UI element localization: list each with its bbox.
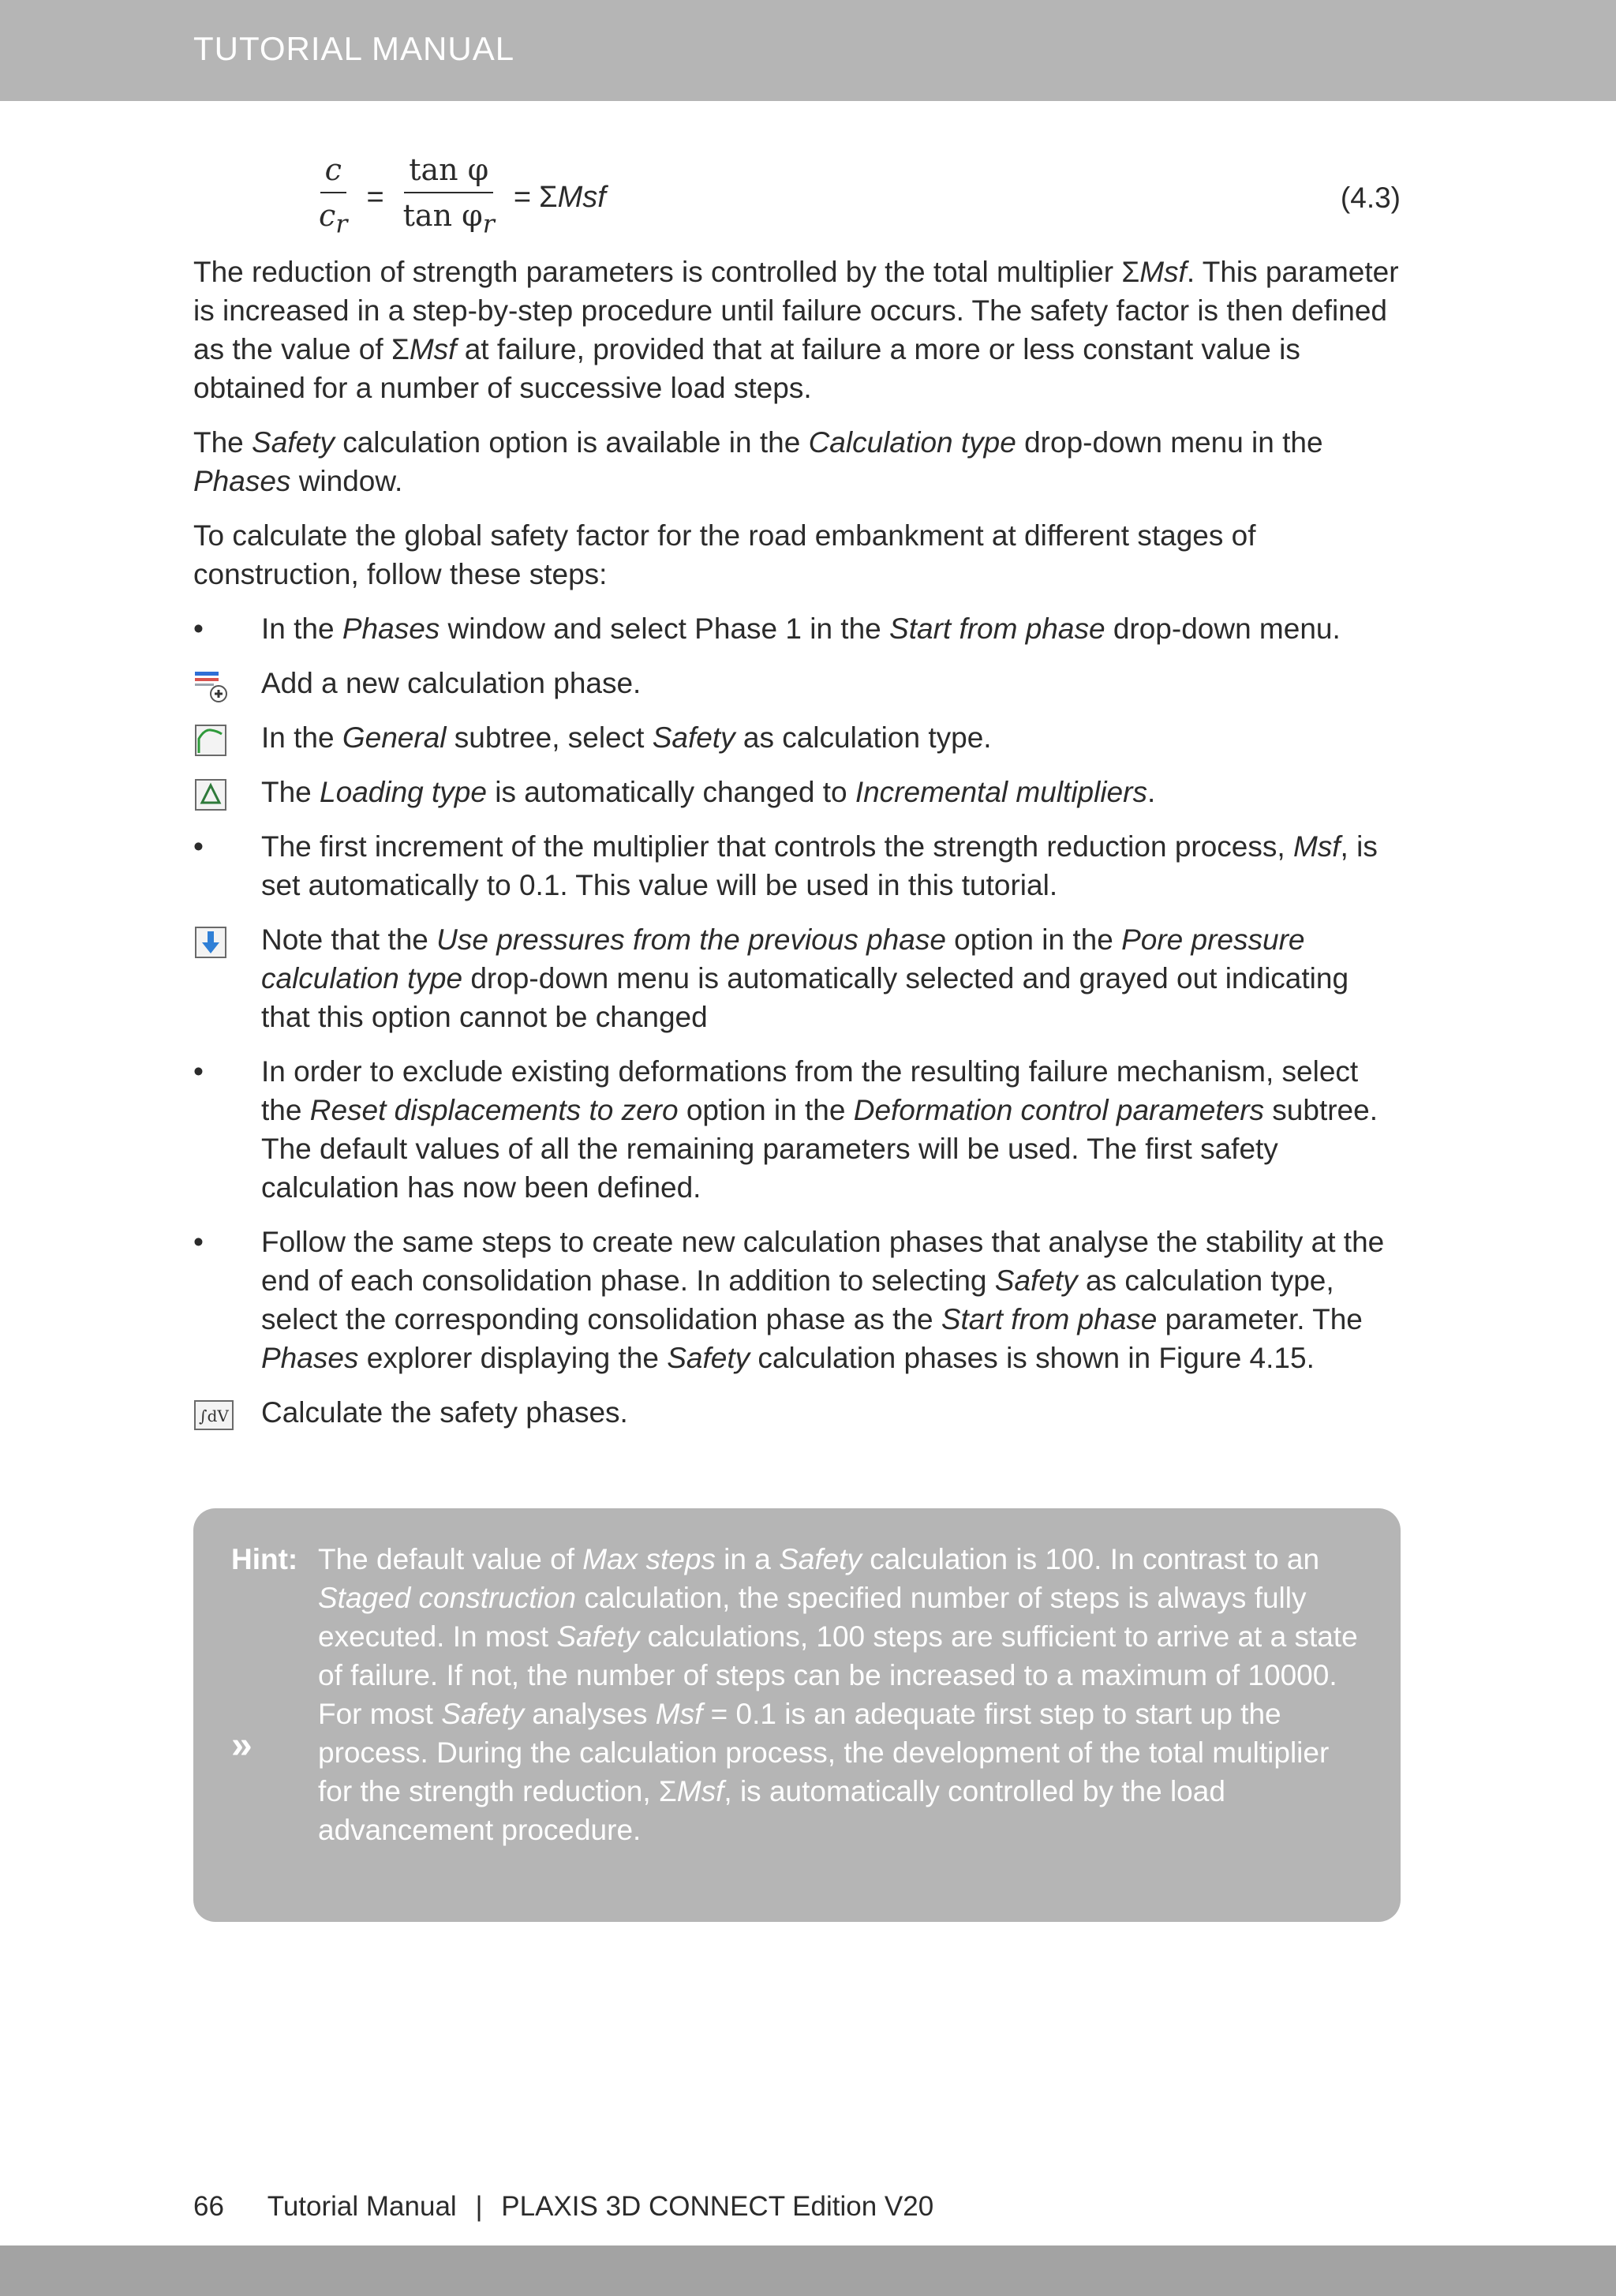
hint-text: [318, 1540, 1367, 1849]
footer-product: PLAXIS 3D CONNECT Edition V20: [501, 2191, 934, 2222]
step-add-phase: Add a new calculation phase.: [193, 664, 1401, 702]
equation-body: [308, 150, 606, 245]
bullet-marker: •: [193, 612, 204, 645]
eq-msf: Msf: [557, 180, 606, 214]
paragraph-steps-intro: To calculate the global safety factor for the road embankment at different stages of construction, follow these steps:: [193, 519, 1256, 590]
equation-4-3: [193, 150, 1401, 253]
calculate-icon[interactable]: [193, 1398, 234, 1433]
eq-cr: c: [319, 198, 336, 234]
equation-number: (4.3): [1340, 182, 1401, 214]
hint-box: [193, 1508, 1401, 1922]
eq-sigma: Σ: [539, 180, 558, 214]
fraction-tan-phi: [398, 152, 499, 242]
hint-label: Hint:: [231, 1543, 298, 1575]
step-repeat-phases: • Follow the same steps to create new calculation phases that analyse the stability at the end of each consolidation phase. In addition to selecting Safety as calculation type, select the corresponding consolidation phase as the Start from phase parameter. The Phases explorer displaying the Safety calculation phases is shown in Figure 4.15.: [193, 1223, 1401, 1377]
svg-text:∫dV: ∫dV: [199, 1406, 229, 1425]
eq-c: c: [324, 152, 342, 188]
bullet-marker: •: [193, 1226, 204, 1258]
footer-doc-title: Tutorial Manual: [267, 2191, 457, 2222]
step-select-safety: In the General subtree, select Safety as calculation type.: [193, 718, 1401, 757]
header-title: TUTORIAL MANUAL: [193, 30, 515, 67]
eq-cr-sub: r: [335, 210, 348, 239]
footer-bar: [0, 2245, 1616, 2296]
page-number: 66: [193, 2191, 224, 2222]
eq-tan-phi-r: tan φ: [402, 198, 483, 234]
step-reset-displacements: • In order to exclude existing deformations from the resulting failure mechanism, select the Reset displacements to zero option in the Deformation control parameters subtree. The default values of all the remaining parameters will be used. The first safety calculation has now been defined.: [193, 1052, 1401, 1207]
eq-tan-phi-r-sub: r: [482, 210, 495, 239]
fraction-c-cr: [314, 152, 352, 242]
step-pore-pressure-note: Note that the Use pressures from the previous phase option in the Pore pressure calculation type drop-down menu is automatically selected and grayed out indicating that this option cannot be changed: [193, 920, 1401, 1036]
eq-equals-1: =: [366, 180, 384, 214]
step-loading-type: The Loading type is automatically changed to Incremental multipliers.: [193, 773, 1401, 811]
safety-calculation-icon[interactable]: [193, 723, 228, 758]
step-calculate: ∫dV Calculate the safety phases.: [193, 1393, 1401, 1432]
paragraph-safety-option: The Safety calculation option is available in the Calculation type drop-down menu in the Phases window.: [193, 426, 1323, 497]
loading-type-icon[interactable]: [193, 777, 228, 812]
bullet-marker: •: [193, 1055, 204, 1088]
footer-separator: |: [475, 2191, 483, 2222]
page-footer: [193, 2191, 933, 2223]
eq-tan-phi: tan φ: [404, 152, 493, 193]
hint-paragraph-msf: For most Safety analyses Msf = 0.1 is an adequate first step to start up the process. During the calculation process, the development of the total multiplier for the strength reduction, ΣMsf, is automatically controlled by the load advancement procedure.: [318, 1698, 1330, 1846]
hint-paragraph-max-steps: The default value of Max steps in a Safety calculation is 100. In contrast to an Staged construction calculation, the specified number of steps is always fully executed. In most Safety calculations, 100 steps are sufficient to arrive at a state of failure. If not, the number of steps can be increased to a maximum of 10000.: [318, 1543, 1358, 1691]
add-phase-icon[interactable]: [193, 669, 228, 703]
step-msf-increment: • The first increment of the multiplier that controls the strength reduction process, Msf, is set automatically to 0.1. This value will be used in this tutorial.: [193, 827, 1401, 905]
page-header: [0, 0, 1616, 101]
pore-pressure-icon[interactable]: [193, 925, 228, 960]
step-select-phase: • In the Phases window and select Phase 1 in the Start from phase drop-down menu.: [193, 609, 1401, 648]
paragraph-strength-reduction: The reduction of strength parameters is controlled by the total multiplier ΣMsf. This parameter is increased in a step-by-step procedure until failure occurs. The safety factor is then defined as the value of ΣMsf at failure, provided that at failure a more or less constant value is obtained for a number of successive load steps.: [193, 256, 1399, 404]
page-content: [193, 150, 1401, 1448]
hint-arrow-icon: »: [231, 1725, 252, 1766]
bullet-marker: •: [193, 830, 204, 863]
eq-equals-2: =: [513, 180, 532, 214]
